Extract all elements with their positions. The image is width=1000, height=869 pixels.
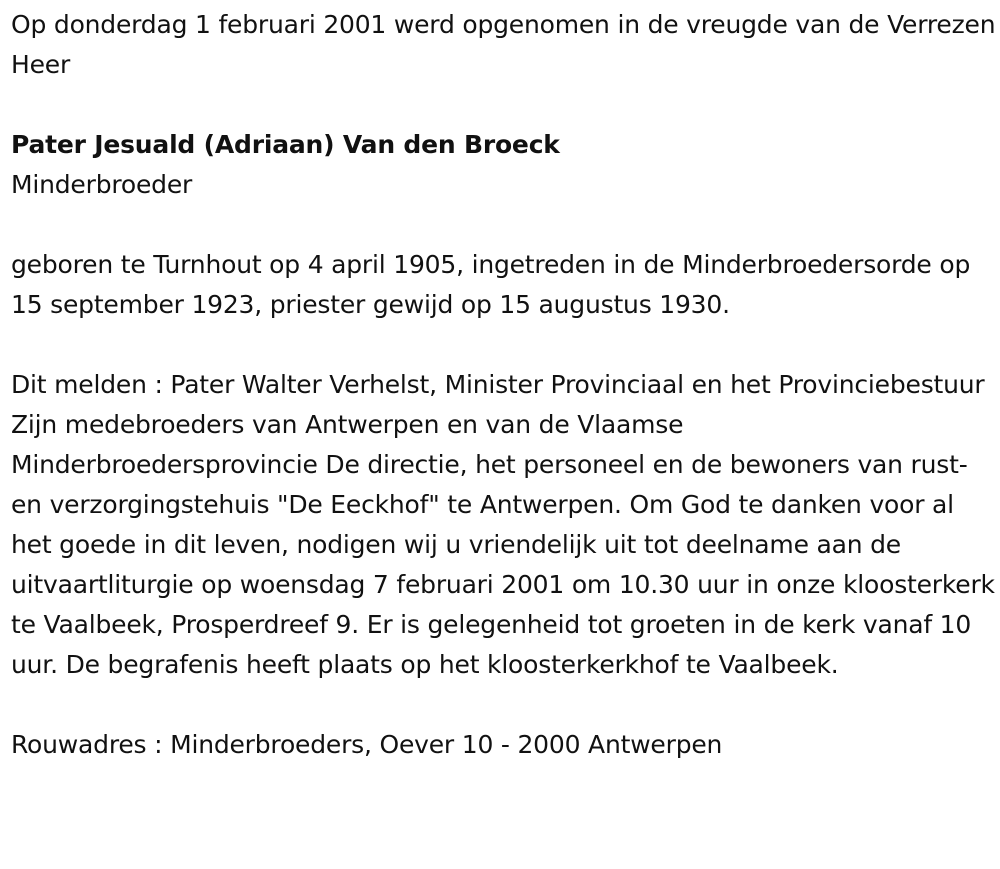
- deceased-role: Minderbroeder: [11, 170, 193, 199]
- mourning-address: Rouwadres : Minderbroeders, Oever 10 - 2000 Antwerpen: [11, 730, 723, 759]
- spacer: [11, 325, 996, 365]
- intro-text: Op donderdag 1 februari 2001 werd opgenomen in de vreugde van de Verrezen Heer: [11, 10, 996, 79]
- announcement-text: Dit melden : Pater Walter Verhelst, Minister Provinciaal en het Provinciebestuur Zijn medebroeders van Antwerpen en van de Vlaamse Minderbroedersprovincie De directie, het personeel en de bewoners van rust-en verzorgingstehuis "De Eeckhof" te Antwerpen. Om God te danken voor al het goede in dit leven, nodigen wij u vriendelijk uit tot deelname aan de uitvaartliturgie op woensdag 7 februari 2001 om 10.30 uur in onze kloosterkerk te Vaalbeek, Prosperdreef 9. Er is gelegenheid tot groeten in de kerk vanaf 10 uur. De begrafenis heeft plaats op het kloosterkerkhof te Vaalbeek.: [11, 370, 995, 679]
- obituary-notice: [11, 5, 996, 765]
- spacer: [11, 85, 996, 125]
- spacer: [11, 205, 996, 245]
- biography-text: geboren te Turnhout op 4 april 1905, ingetreden in de Minderbroedersorde op 15 september 1923, priester gewijd op 15 augustus 1930.: [11, 250, 971, 319]
- deceased-name: Pater Jesuald (Adriaan) Van den Broeck: [11, 130, 560, 159]
- spacer: [11, 685, 996, 725]
